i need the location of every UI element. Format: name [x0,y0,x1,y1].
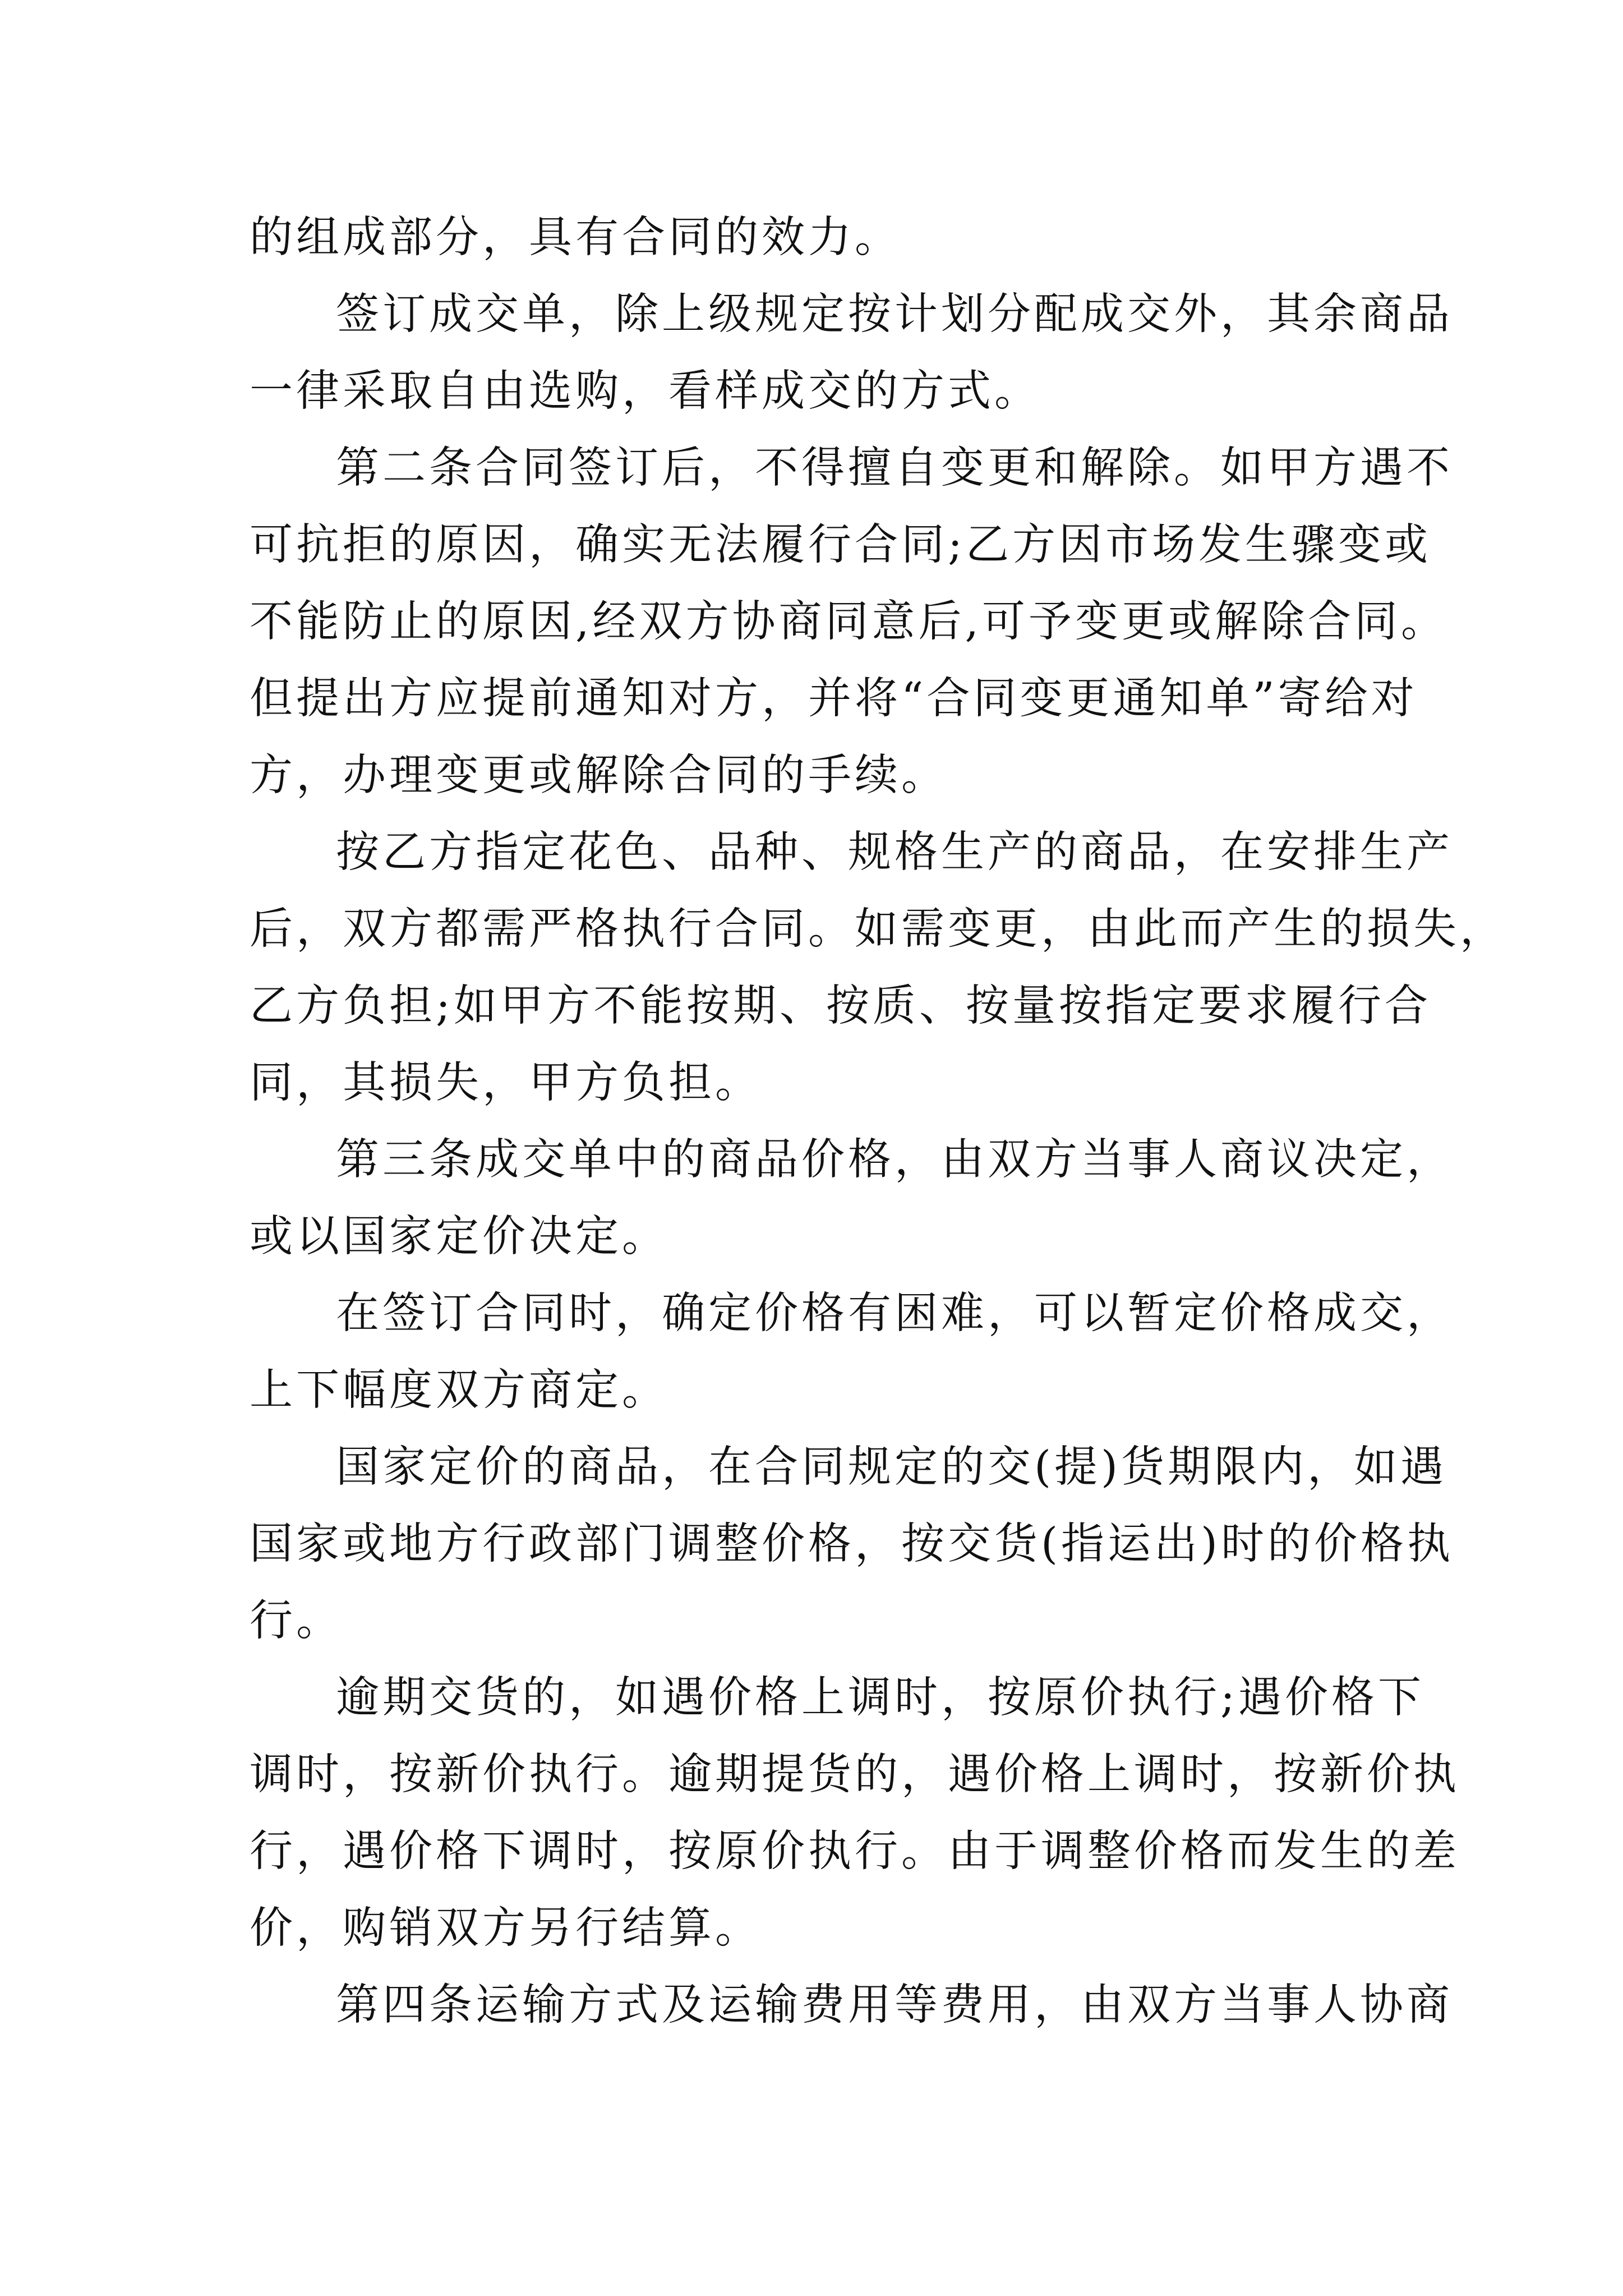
text-line: 国家或地方行政部门调整价格，按交货(指运出)时的价格执 [250,1519,1454,1569]
text-line: 乙方负担;如甲方不能按期、按质、按量按指定要求履行合 [250,981,1431,1031]
text-line: 上下幅度双方商定。 [250,1365,668,1415]
text-line: 行。 [250,1596,343,1646]
text-line: 同，其损失，甲方负担。 [250,1058,762,1108]
document-body [250,199,1506,2044]
text-line: 但提出方应提前通知对方，并将“合同变更通知单”寄给对 [250,674,1418,724]
paragraph [250,1967,1453,2044]
text-line: 在签订合同时，确定价格有困难，可以暂定价格成交， [336,1289,1453,1338]
paragraph [250,199,1388,276]
paragraph [250,814,1506,1121]
text-line: 一律采取自由选购，看样成交的方式。 [250,366,1041,416]
text-line: 签订成交单，除上级规定按计划分配成交外，其余商品 [336,289,1453,339]
text-line: 或以国家定价决定。 [250,1212,668,1262]
text-line: 不能防止的原因,经双方协商同意后,可予变更或解除合同。 [250,597,1447,647]
text-line: 第二条合同签订后，不得擅自变更和解除。如甲方遇不 [336,443,1453,493]
paragraph [250,430,1453,814]
paragraph [250,1121,1453,1275]
text-line: 价，购销双方另行结算。 [250,1903,762,1953]
paragraph [250,1659,1460,1967]
paragraph [250,1429,1454,1659]
text-line: 第四条运输方式及运输费用等费用，由双方当事人协商 [336,1980,1453,2030]
paragraph [250,1275,1453,1429]
text-line: 方，办理变更或解除合同的手续。 [250,751,948,800]
text-line: 的组成部分，具有合同的效力。 [250,213,901,263]
text-line: 可抗拒的原因，确实无法履行合同;乙方因市场发生骤变或 [250,520,1431,570]
text-line: 后，双方都需严格执行合同。如需变更，由此而产生的损失， [250,904,1506,954]
text-line: 第三条成交单中的商品价格，由双方当事人商议决定， [336,1135,1453,1185]
text-line: 逾期交货的，如遇价格上调时，按原价执行;遇价格下 [336,1673,1424,1723]
text-line: 国家定价的商品，在合同规定的交(提)货期限内，如遇 [336,1442,1447,1492]
text-line: 按乙方指定花色、品种、规格生产的商品，在安排生产 [336,827,1453,877]
paragraph [250,276,1453,430]
text-line: 行，遇价格下调时，按原价执行。由于调整价格而发生的差 [250,1826,1460,1876]
text-line: 调时，按新价执行。逾期提货的，遇价格上调时，按新价执 [250,1750,1460,1800]
